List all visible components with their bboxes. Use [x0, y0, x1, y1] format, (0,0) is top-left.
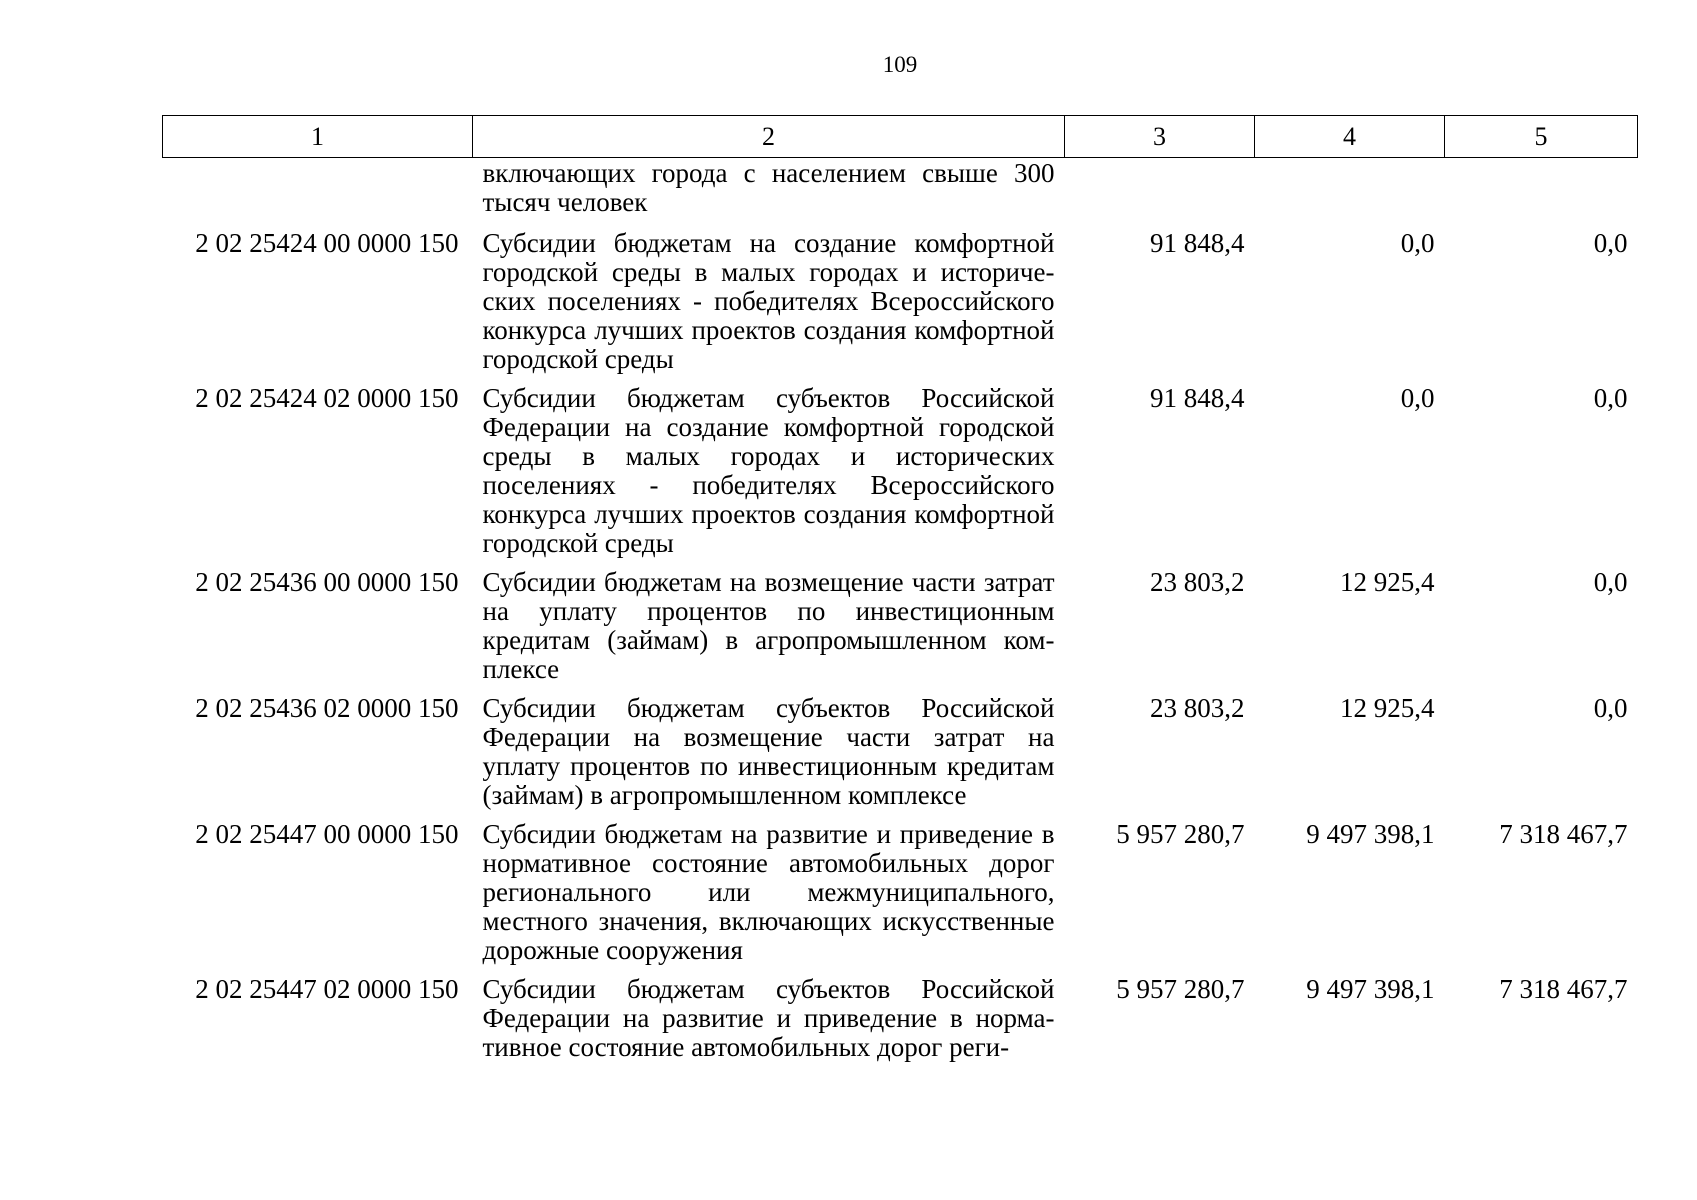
- amount-col5: 0,0: [1593, 693, 1628, 723]
- budget-code: 2 02 25436 02 0000 150: [195, 693, 459, 723]
- amount-col4: 9 497 398,1: [1306, 974, 1435, 1004]
- description: Субсидии бюджетам на возмещение части затрат на уплату процентов по инвестиционным кредитам (займам) в агропромышленном комплексе: [482, 567, 1055, 684]
- amount-col5: 7 318 467,7: [1499, 819, 1628, 849]
- amount-col3: 23 803,2: [1150, 693, 1245, 723]
- description: Субсидии бюджетам субъектов Российской Федерации на создание комфортной городской среды в малых городах и исторических поселениях - победителях Всероссийского конкурса лучших проектов создания комфортной городской среды: [482, 383, 1055, 558]
- amount-col5: 0,0: [1593, 567, 1628, 597]
- amount-col4: 0,0: [1400, 228, 1435, 258]
- table-row: [163, 229, 1638, 384]
- budget-code: 2 02 25424 02 0000 150: [195, 383, 459, 413]
- amount-col5: [1445, 158, 1638, 230]
- budget-code: 2 02 25436 00 0000 150: [195, 567, 459, 597]
- table-row: [163, 158, 1638, 230]
- table-row: [163, 975, 1638, 1072]
- amount-col4: [1255, 158, 1445, 230]
- table-row: [163, 568, 1638, 694]
- amount-col5: 0,0: [1593, 228, 1628, 258]
- description: Субсидии бюджетам на развитие и приведение в нормативное состояние автомобильных дорог регионального или межмуниципального, местного значения, включающих искусственные дорожные сооружения: [482, 819, 1055, 965]
- amount-col3: 91 848,4: [1150, 383, 1245, 413]
- amount-col4: 0,0: [1400, 383, 1435, 413]
- description: Субсидии бюджетам субъектов Российской Федерации на возмещение части затрат на уплату процентов по инвестиционным кредитам (займам) в агропромышленном комплексе: [482, 693, 1055, 810]
- column-header-2: 2: [473, 116, 1065, 158]
- page-number: 109: [882, 52, 918, 77]
- amount-col3: [1065, 158, 1255, 230]
- amount-col3: 23 803,2: [1150, 567, 1245, 597]
- column-header-5: 5: [1445, 116, 1638, 158]
- amount-col4: 12 925,4: [1340, 567, 1435, 597]
- table-row: [163, 384, 1638, 568]
- budget-code: [163, 158, 473, 230]
- amount-col4: 12 925,4: [1340, 693, 1435, 723]
- description: включающих города с населением свыше 300 тысяч человек: [482, 158, 1055, 217]
- description: Субсидии бюджетам субъектов Российской Федерации на развитие и приведение в нормативное состояние автомобильных дорог реги-: [482, 974, 1055, 1062]
- table-row: [163, 820, 1638, 975]
- table-header-row: [163, 116, 1638, 158]
- amount-col4: 9 497 398,1: [1306, 819, 1435, 849]
- column-header-3: 3: [1065, 116, 1255, 158]
- amount-col3: 5 957 280,7: [1116, 974, 1245, 1004]
- amount-col5: 0,0: [1593, 383, 1628, 413]
- amount-col5: 7 318 467,7: [1499, 974, 1628, 1004]
- budget-table: [162, 115, 1638, 1072]
- amount-col3: 91 848,4: [1150, 228, 1245, 258]
- description: Субсидии бюджетам на создание комфортной городской среды в малых городах и исторических поселениях - победителях Всероссийского конкурса лучших проектов создания комфортной городской среды: [482, 228, 1055, 374]
- budget-code: 2 02 25447 02 0000 150: [195, 974, 459, 1004]
- column-header-4: 4: [1255, 116, 1445, 158]
- budget-code: 2 02 25424 00 0000 150: [195, 228, 459, 258]
- budget-code: 2 02 25447 00 0000 150: [195, 819, 459, 849]
- column-header-1: 1: [163, 116, 473, 158]
- table-row: [163, 694, 1638, 820]
- amount-col3: 5 957 280,7: [1116, 819, 1245, 849]
